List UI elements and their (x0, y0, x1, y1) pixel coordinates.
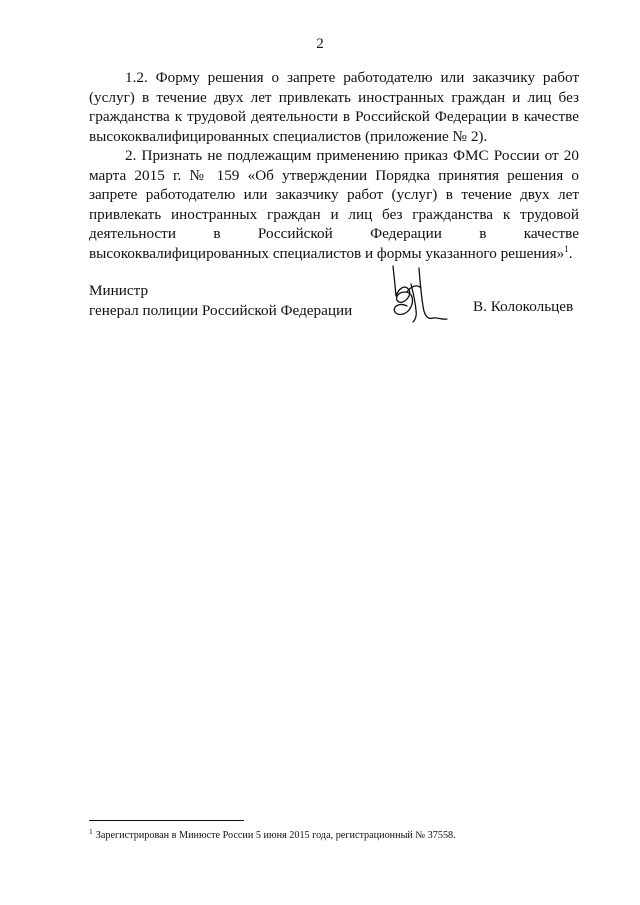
signatory-name: В. Колокольцев (473, 298, 574, 315)
paragraph-2-text: 2. Признать не подлежащим применению приказ ФМС России от 20 марта 2015 г. № 159 «Об утверждении Порядка принятия решения о запрете работодателю или заказчику работ (услуг) в течение двух лет привлекать иностранных граждан и лиц без гражданства к трудовой деятельности в Российской Федерации в качестве высококвалифицированных специалистов и формы указанного решения» (89, 147, 579, 262)
signature-rank: генерал полиции Российской Федерации (89, 302, 353, 319)
footnote (89, 826, 456, 842)
signature-position: Министр (89, 282, 149, 299)
handwritten-signature (385, 262, 455, 328)
footnote-number: 1 (89, 826, 93, 836)
footnote-reference: 1 (564, 243, 569, 254)
footnote-divider (89, 820, 244, 821)
paragraph-1-2: 1.2. Форму решения о запрете работодателю или заказчику работ (услуг) в течение двух лет привлекать иностранных граждан и лиц без гражданства к трудовой деятельности в Российской Федерации в качестве высококвалифицированных специалистов (приложение № 2). (89, 69, 579, 145)
footnote-text: Зарегистрирован в Минюсте России 5 июня 2015 года, регистрационный № 37558. (95, 830, 456, 841)
paragraph-2: 2. Признать не подлежащим применению приказ ФМС России от 20 марта 2015 г. № 159 «Об утверждении Порядка принятия решения о запрете работодателю или заказчику работ (услуг) в течение двух лет привлекать иностранных граждан и лиц без гражданства к трудовой деятельности в Российской Федерации в качестве высококвалифицированных специалистов и формы указанного решения»$^1$. (89, 147, 579, 262)
signature-title (89, 281, 352, 321)
page-number: 2 (316, 36, 324, 52)
